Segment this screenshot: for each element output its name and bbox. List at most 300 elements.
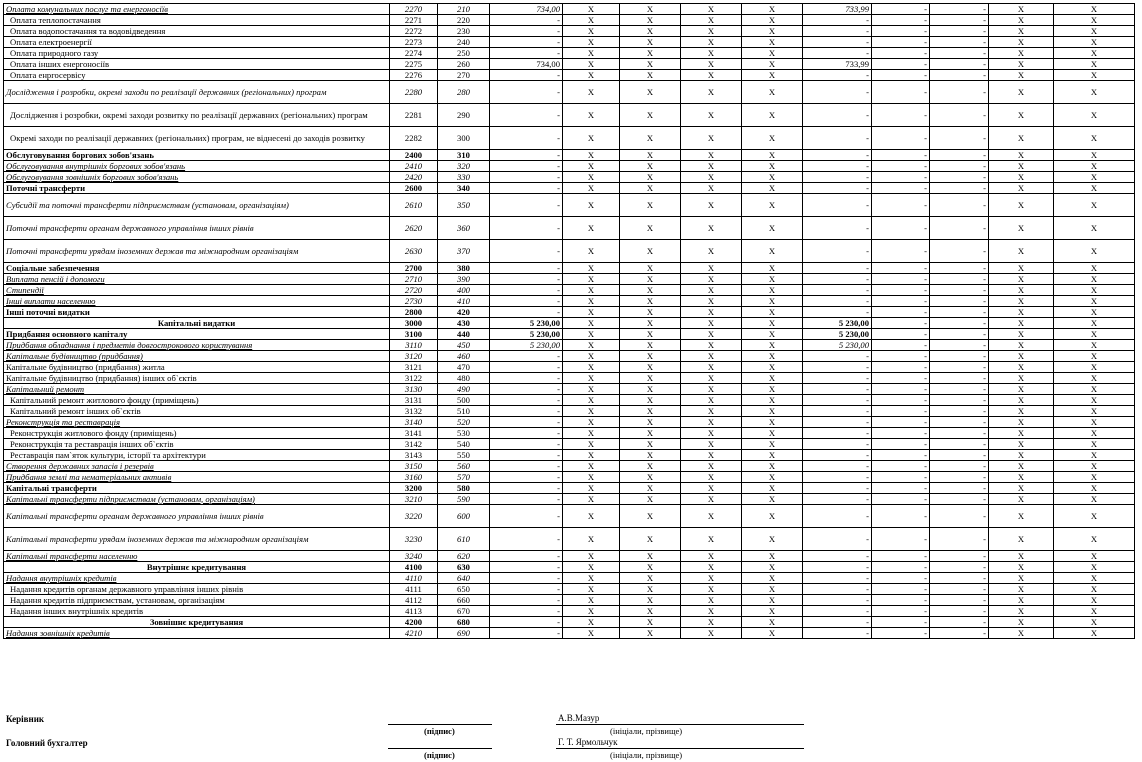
code-cell: 4112 <box>390 595 438 606</box>
column-11-cell: - <box>930 494 989 505</box>
item-name-cell: Обслуговування внутрішніх боргових зобов'язань <box>4 161 390 172</box>
item-name-cell: Інші виплати населенню <box>4 296 390 307</box>
column-7-cell: Х <box>681 104 742 127</box>
column-5-cell: Х <box>563 461 620 472</box>
plan-amount-cell: - <box>490 81 563 104</box>
column-13-cell: Х <box>1054 584 1135 595</box>
column-8-cell: Х <box>742 161 803 172</box>
executed-amount-cell: - <box>803 428 872 439</box>
column-6-cell: Х <box>620 183 681 194</box>
column-7-cell: Х <box>681 584 742 595</box>
column-7-cell: Х <box>681 240 742 263</box>
executed-amount-cell: - <box>803 494 872 505</box>
column-7-cell: Х <box>681 194 742 217</box>
column-12-cell: Х <box>989 340 1054 351</box>
table-row <box>4 26 1135 37</box>
column-6-cell: Х <box>620 285 681 296</box>
column-11-cell: - <box>930 617 989 628</box>
column-8-cell: Х <box>742 37 803 48</box>
column-10-cell: - <box>872 617 930 628</box>
column-13-cell: Х <box>1054 428 1135 439</box>
column-12-cell: Х <box>989 240 1054 263</box>
column-8-cell: Х <box>742 551 803 562</box>
column-6-cell: Х <box>620 494 681 505</box>
row-number-cell: 220 <box>438 15 490 26</box>
code-cell: 4113 <box>390 606 438 617</box>
column-5-cell: Х <box>563 340 620 351</box>
table-body <box>4 4 1135 639</box>
code-cell: 3130 <box>390 384 438 395</box>
plan-amount-cell: - <box>490 439 563 450</box>
code-cell: 4210 <box>390 628 438 639</box>
column-6-cell: Х <box>620 318 681 329</box>
column-10-cell: - <box>872 81 930 104</box>
code-cell: 3131 <box>390 395 438 406</box>
executed-amount-cell: - <box>803 263 872 274</box>
column-6-cell: Х <box>620 194 681 217</box>
table-row <box>4 595 1135 606</box>
plan-amount-cell: - <box>490 48 563 59</box>
item-name-cell: Обслуговування зовнішніх боргових зобов'язань <box>4 172 390 183</box>
plan-amount-cell: - <box>490 263 563 274</box>
item-name-cell: Надання внутрішніх кредитів <box>4 573 390 584</box>
column-6-cell: Х <box>620 373 681 384</box>
column-7-cell: Х <box>681 505 742 528</box>
column-6-cell: Х <box>620 15 681 26</box>
column-8-cell: Х <box>742 150 803 161</box>
column-6-cell: Х <box>620 528 681 551</box>
executed-amount-cell: - <box>803 307 872 318</box>
column-7-cell: Х <box>681 483 742 494</box>
column-5-cell: Х <box>563 37 620 48</box>
row-number-cell: 650 <box>438 584 490 595</box>
column-11-cell: - <box>930 551 989 562</box>
column-7-cell: Х <box>681 217 742 240</box>
row-number-cell: 360 <box>438 217 490 240</box>
column-12-cell: Х <box>989 505 1054 528</box>
column-10-cell: - <box>872 551 930 562</box>
accountant-name-line <box>556 736 804 749</box>
column-8-cell: Х <box>742 81 803 104</box>
column-8-cell: Х <box>742 274 803 285</box>
column-13-cell: Х <box>1054 373 1135 384</box>
column-13-cell: Х <box>1054 296 1135 307</box>
code-cell: 3150 <box>390 461 438 472</box>
table-row <box>4 150 1135 161</box>
column-8-cell: Х <box>742 595 803 606</box>
column-13-cell: Х <box>1054 15 1135 26</box>
column-11-cell: - <box>930 428 989 439</box>
row-number-cell: 280 <box>438 81 490 104</box>
column-11-cell: - <box>930 505 989 528</box>
column-5-cell: Х <box>563 296 620 307</box>
column-13-cell: Х <box>1054 26 1135 37</box>
code-cell: 3200 <box>390 483 438 494</box>
column-13-cell: Х <box>1054 494 1135 505</box>
column-7-cell: Х <box>681 439 742 450</box>
column-7-cell: Х <box>681 59 742 70</box>
table-row <box>4 584 1135 595</box>
column-8-cell: Х <box>742 340 803 351</box>
column-12-cell: Х <box>989 406 1054 417</box>
column-6-cell: Х <box>620 70 681 81</box>
column-12-cell: Х <box>989 296 1054 307</box>
item-name-cell: Капітальні трансферти підприємствам (установам, організаціям) <box>4 494 390 505</box>
table-row <box>4 528 1135 551</box>
column-12-cell: Х <box>989 551 1054 562</box>
code-cell: 3142 <box>390 439 438 450</box>
item-name-cell: Поточні трансферти органам державного управління інших рівнів <box>4 217 390 240</box>
table-row <box>4 505 1135 528</box>
code-cell: 2280 <box>390 81 438 104</box>
item-name-cell: Реставрація пам`яток культури, історії та архітектури <box>4 450 390 461</box>
column-11-cell: - <box>930 4 989 15</box>
column-7-cell: Х <box>681 26 742 37</box>
column-11-cell: - <box>930 296 989 307</box>
column-13-cell: Х <box>1054 194 1135 217</box>
column-11-cell: - <box>930 127 989 150</box>
column-12-cell: Х <box>989 274 1054 285</box>
column-13-cell: Х <box>1054 104 1135 127</box>
column-6-cell: Х <box>620 584 681 595</box>
column-6-cell: Х <box>620 450 681 461</box>
column-11-cell: - <box>930 37 989 48</box>
executed-amount-cell: - <box>803 37 872 48</box>
executed-amount-cell: - <box>803 472 872 483</box>
code-cell: 2400 <box>390 150 438 161</box>
column-7-cell: Х <box>681 150 742 161</box>
column-11-cell: - <box>930 395 989 406</box>
column-5-cell: Х <box>563 161 620 172</box>
plan-amount-cell: - <box>490 494 563 505</box>
code-cell: 4100 <box>390 562 438 573</box>
table-row <box>4 617 1135 628</box>
column-13-cell: Х <box>1054 573 1135 584</box>
column-11-cell: - <box>930 240 989 263</box>
column-12-cell: Х <box>989 217 1054 240</box>
column-10-cell: - <box>872 406 930 417</box>
column-5-cell: Х <box>563 428 620 439</box>
column-6-cell: Х <box>620 573 681 584</box>
column-5-cell: Х <box>563 307 620 318</box>
row-number-cell: 340 <box>438 183 490 194</box>
column-8-cell: Х <box>742 26 803 37</box>
column-11-cell: - <box>930 373 989 384</box>
executed-amount-cell: - <box>803 461 872 472</box>
executed-amount-cell: - <box>803 483 872 494</box>
column-12-cell: Х <box>989 150 1054 161</box>
column-8-cell: Х <box>742 285 803 296</box>
column-5-cell: Х <box>563 48 620 59</box>
plan-amount-cell: - <box>490 472 563 483</box>
row-number-cell: 610 <box>438 528 490 551</box>
row-number-cell: 590 <box>438 494 490 505</box>
column-12-cell: Х <box>989 584 1054 595</box>
column-7-cell: Х <box>681 395 742 406</box>
column-6-cell: Х <box>620 340 681 351</box>
column-11-cell: - <box>930 329 989 340</box>
column-6-cell: Х <box>620 307 681 318</box>
code-cell: 3141 <box>390 428 438 439</box>
column-8-cell: Х <box>742 461 803 472</box>
column-11-cell: - <box>930 318 989 329</box>
column-6-cell: Х <box>620 240 681 263</box>
column-11-cell: - <box>930 285 989 296</box>
column-10-cell: - <box>872 384 930 395</box>
column-10-cell: - <box>872 183 930 194</box>
item-name-cell: Капітальні трансферти урядам іноземних держав та міжнародним організаціям <box>4 528 390 551</box>
column-5-cell: Х <box>563 617 620 628</box>
row-number-cell: 630 <box>438 562 490 573</box>
column-10-cell: - <box>872 494 930 505</box>
column-10-cell: - <box>872 472 930 483</box>
row-number-cell: 390 <box>438 274 490 285</box>
column-6-cell: Х <box>620 127 681 150</box>
column-11-cell: - <box>930 417 989 428</box>
column-8-cell: Х <box>742 329 803 340</box>
item-name-cell: Капітальні трансферти <box>4 483 390 494</box>
column-13-cell: Х <box>1054 562 1135 573</box>
plan-amount-cell: - <box>490 183 563 194</box>
column-13-cell: Х <box>1054 483 1135 494</box>
column-5-cell: Х <box>563 217 620 240</box>
table-row <box>4 274 1135 285</box>
row-number-cell: 660 <box>438 595 490 606</box>
column-5-cell: Х <box>563 329 620 340</box>
executed-amount-cell: - <box>803 551 872 562</box>
column-5-cell: Х <box>563 373 620 384</box>
executed-amount-cell: - <box>803 127 872 150</box>
executed-amount-cell: - <box>803 274 872 285</box>
table-row <box>4 472 1135 483</box>
row-number-cell: 680 <box>438 617 490 628</box>
row-number-cell: 690 <box>438 628 490 639</box>
executed-amount-cell: 5 230,00 <box>803 340 872 351</box>
column-10-cell: - <box>872 573 930 584</box>
column-10-cell: - <box>872 172 930 183</box>
row-number-cell: 570 <box>438 472 490 483</box>
column-8-cell: Х <box>742 528 803 551</box>
item-name-cell: Придбання землі та нематеріальних активів <box>4 472 390 483</box>
table-row <box>4 384 1135 395</box>
code-cell: 3140 <box>390 417 438 428</box>
column-13-cell: Х <box>1054 395 1135 406</box>
column-12-cell: Х <box>989 528 1054 551</box>
column-8-cell: Х <box>742 296 803 307</box>
table-row <box>4 351 1135 362</box>
item-name-cell: Оплата комунальних послуг та енергоносіїв <box>4 4 390 15</box>
table-row <box>4 59 1135 70</box>
column-10-cell: - <box>872 362 930 373</box>
column-7-cell: Х <box>681 606 742 617</box>
executed-amount-cell: - <box>803 505 872 528</box>
item-name-cell: Капітальні видатки <box>4 318 390 329</box>
row-number-cell: 550 <box>438 450 490 461</box>
column-5-cell: Х <box>563 15 620 26</box>
column-13-cell: Х <box>1054 81 1135 104</box>
column-13-cell: Х <box>1054 617 1135 628</box>
item-name-cell: Створення державних запасів і резервів <box>4 461 390 472</box>
head-signature-caption: (підпис) <box>424 726 455 736</box>
column-6-cell: Х <box>620 417 681 428</box>
plan-amount-cell: - <box>490 384 563 395</box>
item-name-cell: Капітальне будівництво (придбання) житла <box>4 362 390 373</box>
column-8-cell: Х <box>742 127 803 150</box>
plan-amount-cell: - <box>490 296 563 307</box>
column-10-cell: - <box>872 351 930 362</box>
column-13-cell: Х <box>1054 551 1135 562</box>
column-12-cell: Х <box>989 81 1054 104</box>
column-7-cell: Х <box>681 628 742 639</box>
column-8-cell: Х <box>742 351 803 362</box>
plan-amount-cell: - <box>490 217 563 240</box>
column-12-cell: Х <box>989 127 1054 150</box>
column-8-cell: Х <box>742 4 803 15</box>
signature-block <box>0 708 1142 762</box>
item-name-cell: Надання інших внутрішніх кредитів <box>4 606 390 617</box>
item-name-cell: Капітальні трансферти органам державного управління інших рівнів <box>4 505 390 528</box>
head-name-line <box>556 712 804 725</box>
column-11-cell: - <box>930 104 989 127</box>
table-row <box>4 194 1135 217</box>
column-6-cell: Х <box>620 59 681 70</box>
plan-amount-cell: - <box>490 617 563 628</box>
column-10-cell: - <box>872 417 930 428</box>
table-row <box>4 406 1135 417</box>
column-6-cell: Х <box>620 37 681 48</box>
item-name-cell: Надання кредитів підприємствам, установам, організаціям <box>4 595 390 606</box>
executed-amount-cell: - <box>803 395 872 406</box>
column-7-cell: Х <box>681 450 742 461</box>
column-8-cell: Х <box>742 606 803 617</box>
table-row <box>4 439 1135 450</box>
executed-amount-cell: - <box>803 584 872 595</box>
row-number-cell: 400 <box>438 285 490 296</box>
code-cell: 2420 <box>390 172 438 183</box>
column-5-cell: Х <box>563 595 620 606</box>
column-7-cell: Х <box>681 81 742 104</box>
code-cell: 2710 <box>390 274 438 285</box>
column-6-cell: Х <box>620 48 681 59</box>
item-name-cell: Окремі заходи по реалізації державних (регіональних) програм, не віднесені до заходів розвитку <box>4 127 390 150</box>
row-number-cell: 320 <box>438 161 490 172</box>
code-cell: 3160 <box>390 472 438 483</box>
column-12-cell: Х <box>989 4 1054 15</box>
executed-amount-cell: - <box>803 606 872 617</box>
table-row <box>4 628 1135 639</box>
row-number-cell: 380 <box>438 263 490 274</box>
column-10-cell: - <box>872 59 930 70</box>
column-13-cell: Х <box>1054 450 1135 461</box>
column-12-cell: Х <box>989 472 1054 483</box>
column-12-cell: Х <box>989 562 1054 573</box>
column-13-cell: Х <box>1054 127 1135 150</box>
table-row <box>4 263 1135 274</box>
column-6-cell: Х <box>620 329 681 340</box>
column-11-cell: - <box>930 628 989 639</box>
column-7-cell: Х <box>681 48 742 59</box>
column-13-cell: Х <box>1054 351 1135 362</box>
table-row <box>4 285 1135 296</box>
column-8-cell: Х <box>742 417 803 428</box>
column-7-cell: Х <box>681 285 742 296</box>
executed-amount-cell: 5 230,00 <box>803 329 872 340</box>
table-row <box>4 450 1135 461</box>
executed-amount-cell: 733,99 <box>803 4 872 15</box>
column-12-cell: Х <box>989 318 1054 329</box>
column-5-cell: Х <box>563 26 620 37</box>
column-8-cell: Х <box>742 373 803 384</box>
column-12-cell: Х <box>989 483 1054 494</box>
table-row <box>4 551 1135 562</box>
column-8-cell: Х <box>742 562 803 573</box>
plan-amount-cell: - <box>490 573 563 584</box>
column-12-cell: Х <box>989 606 1054 617</box>
plan-amount-cell: - <box>490 406 563 417</box>
item-name-cell: Дослідження і розробки, окремі заходи по реалізації державних (регіональних) програм <box>4 81 390 104</box>
executed-amount-cell: - <box>803 573 872 584</box>
column-11-cell: - <box>930 81 989 104</box>
plan-amount-cell: 5 230,00 <box>490 340 563 351</box>
item-name-cell: Реконструкція та реставрація <box>4 417 390 428</box>
column-7-cell: Х <box>681 70 742 81</box>
column-8-cell: Х <box>742 573 803 584</box>
column-13-cell: Х <box>1054 161 1135 172</box>
column-10-cell: - <box>872 240 930 263</box>
row-number-cell: 210 <box>438 4 490 15</box>
plan-amount-cell: 734,00 <box>490 59 563 70</box>
row-number-cell: 510 <box>438 406 490 417</box>
executed-amount-cell: - <box>803 417 872 428</box>
column-7-cell: Х <box>681 428 742 439</box>
row-number-cell: 240 <box>438 37 490 48</box>
code-cell: 2275 <box>390 59 438 70</box>
column-13-cell: Х <box>1054 384 1135 395</box>
column-11-cell: - <box>930 472 989 483</box>
column-13-cell: Х <box>1054 183 1135 194</box>
column-6-cell: Х <box>620 606 681 617</box>
table-row <box>4 494 1135 505</box>
column-6-cell: Х <box>620 172 681 183</box>
column-12-cell: Х <box>989 307 1054 318</box>
column-10-cell: - <box>872 296 930 307</box>
column-5-cell: Х <box>563 505 620 528</box>
code-cell: 2610 <box>390 194 438 217</box>
column-8-cell: Х <box>742 183 803 194</box>
executed-amount-cell: 733,99 <box>803 59 872 70</box>
column-6-cell: Х <box>620 81 681 104</box>
column-12-cell: Х <box>989 194 1054 217</box>
column-5-cell: Х <box>563 274 620 285</box>
executed-amount-cell: - <box>803 384 872 395</box>
column-13-cell: Х <box>1054 505 1135 528</box>
column-7-cell: Х <box>681 127 742 150</box>
plan-amount-cell: - <box>490 584 563 595</box>
row-number-cell: 350 <box>438 194 490 217</box>
code-cell: 3100 <box>390 329 438 340</box>
column-5-cell: Х <box>563 150 620 161</box>
plan-amount-cell: - <box>490 274 563 285</box>
column-8-cell: Х <box>742 59 803 70</box>
plan-amount-cell: - <box>490 351 563 362</box>
column-10-cell: - <box>872 329 930 340</box>
plan-amount-cell: - <box>490 395 563 406</box>
executed-amount-cell: - <box>803 617 872 628</box>
column-12-cell: Х <box>989 373 1054 384</box>
column-13-cell: Х <box>1054 406 1135 417</box>
item-name-cell: Внутрішнє кредитування <box>4 562 390 573</box>
plan-amount-cell: - <box>490 307 563 318</box>
